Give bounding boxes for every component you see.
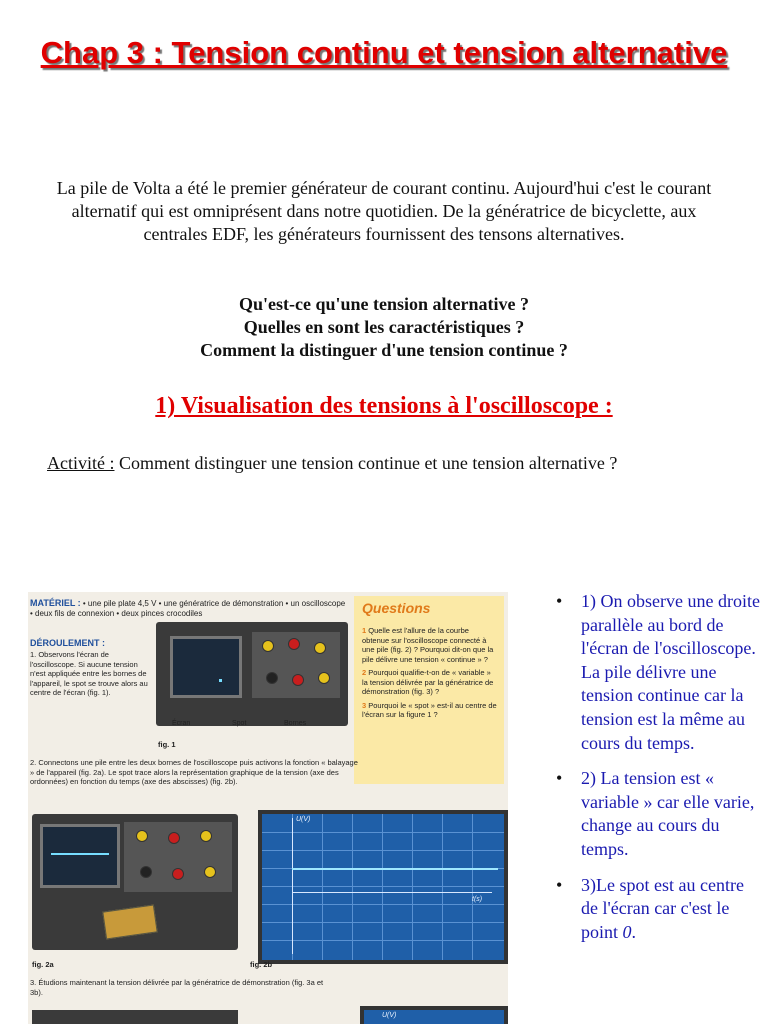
answer-text-end: . xyxy=(631,921,637,942)
knob-icon xyxy=(292,674,304,686)
knob-icon xyxy=(172,868,184,880)
page-title: Chap 3 : Tension continu et tension alternative xyxy=(40,35,728,70)
control-panel xyxy=(252,632,340,698)
knob-icon xyxy=(314,642,326,654)
answer-text: 2) La tension est « variable » car elle varie, change au cours du temps. xyxy=(581,768,755,859)
materiel-text: • une pile plate 4,5 V • une génératrice de démonstration • un oscilloscope • deux fils de connexion • deux pinces crocodiles xyxy=(30,599,346,618)
answer-text: 1) On observe une droite parallèle au bord de l'écran de l'oscilloscope. La pile délivre une tension continue car la tension est la même au cours du temps. xyxy=(581,591,760,753)
knob-icon xyxy=(200,830,212,842)
knob-icon xyxy=(262,640,274,652)
bullet: • xyxy=(556,768,563,789)
question-3: 3 Pourquoi le « spot » est-il au centre de l'écran sur la figure 1 ? xyxy=(362,700,497,719)
fig-1-caption: fig. 1 xyxy=(158,740,176,749)
label-bornes: Bornes xyxy=(284,720,307,727)
oscillogram-fig-2b xyxy=(258,810,508,964)
answer-text: 3)Le spot est au centre de l'écran car c'est le point xyxy=(581,874,744,942)
answer-emphasis: 0 xyxy=(622,921,632,942)
oscilloscope-photo xyxy=(156,622,348,726)
axis-label-u: U(V) xyxy=(382,1012,397,1019)
knob-icon xyxy=(288,638,300,650)
knob-icon xyxy=(204,866,216,878)
step-2-text: 2. Connectons une pile entre les deux bornes de l'oscilloscope puis activons la fonction « balayage » de l'appareil (fig. 2a). Le spot trace alors la représentation graphique de la tension (axe des ordonnées) en fonction du temps (axe des abscisses) (fig. 2b). xyxy=(30,758,358,786)
fig-2b-caption: fig. 2b xyxy=(250,960,273,969)
key-question: Qu'est-ce qu'une tension alternative ? xyxy=(239,294,529,314)
activity-text: Comment distinguer une tension continue et une tension alternative ? xyxy=(114,453,618,473)
questions-box xyxy=(354,596,504,784)
trace-line xyxy=(51,853,109,855)
questions-list xyxy=(362,626,498,720)
materiel-heading: MATÉRIEL : xyxy=(30,598,81,608)
questions-title: Questions xyxy=(362,600,431,616)
knob-icon xyxy=(136,830,148,842)
key-question: Comment la distinguer d'une tension continue ? xyxy=(200,340,568,360)
activity-line xyxy=(47,452,617,474)
knob-icon xyxy=(140,866,152,878)
step-3-text: 3. Étudions maintenant la tension délivrée par la génératrice de démonstration (fig. 3a et 3b). xyxy=(30,978,324,997)
y-axis xyxy=(292,818,293,954)
control-panel xyxy=(124,822,232,892)
key-questions xyxy=(0,293,768,362)
deroulement-heading: DÉROULEMENT : xyxy=(30,638,105,648)
oscilloscope-screen xyxy=(170,636,242,698)
answer-item xyxy=(556,590,760,755)
section-title: 1) Visualisation des tensions à l'oscilloscope : xyxy=(155,393,613,419)
axis-label-t: t(s) xyxy=(472,896,483,903)
knob-icon xyxy=(266,672,278,684)
intro-paragraph: La pile de Volta a été le premier générateur de courant continu. Aujourd'hui c'est le courant alternatif qui est omniprésent dans notre quotidien. De la génératrice de bicyclette, aux centrales EDF, les générateurs fournissent des tensons alternatives. xyxy=(56,178,712,244)
textbook-scan xyxy=(28,592,508,1024)
fig-2a-caption: fig. 2a xyxy=(32,960,54,969)
axis-label-u: U(V) xyxy=(296,816,311,823)
label-ecran: Écran xyxy=(172,720,191,727)
answer-item xyxy=(556,767,760,861)
bullet: • xyxy=(556,874,563,895)
oscilloscope-screen xyxy=(40,824,120,888)
oscillogram-fig-3b xyxy=(360,1006,508,1024)
answers-list xyxy=(556,590,760,956)
trace-line xyxy=(292,868,498,870)
question-2: 2 Pourquoi qualifie-t-on de « variable » la tension délivrée par la génératrice de démonstration (fig. 3) ? xyxy=(362,668,494,696)
knob-icon xyxy=(318,672,330,684)
step-1-text: 1. Observons l'écran de l'oscilloscope. Si aucune tension n'est appliquée entre les bornes de l'appareil, le spot se trouve alors au centre de l'écran (fig. 1). xyxy=(30,650,148,697)
answer-item xyxy=(556,874,760,945)
question-1: 1 Quelle est l'allure de la courbe obtenue sur l'oscilloscope connecté à une pile (fig. 2) ? Pourquoi dit-on que la pile délivre une tension « continue » ? xyxy=(362,626,494,664)
label-spot: Spot xyxy=(232,720,247,727)
bullet: • xyxy=(556,591,563,611)
activity-label: Activité : xyxy=(47,453,115,473)
key-question: Quelles en sont les caractéristiques ? xyxy=(243,317,525,337)
spot-dot xyxy=(219,679,222,682)
x-axis xyxy=(292,892,492,893)
materiel-block xyxy=(30,598,348,619)
knob-icon xyxy=(168,832,180,844)
oscilloscope-photo-partial xyxy=(32,1010,238,1024)
